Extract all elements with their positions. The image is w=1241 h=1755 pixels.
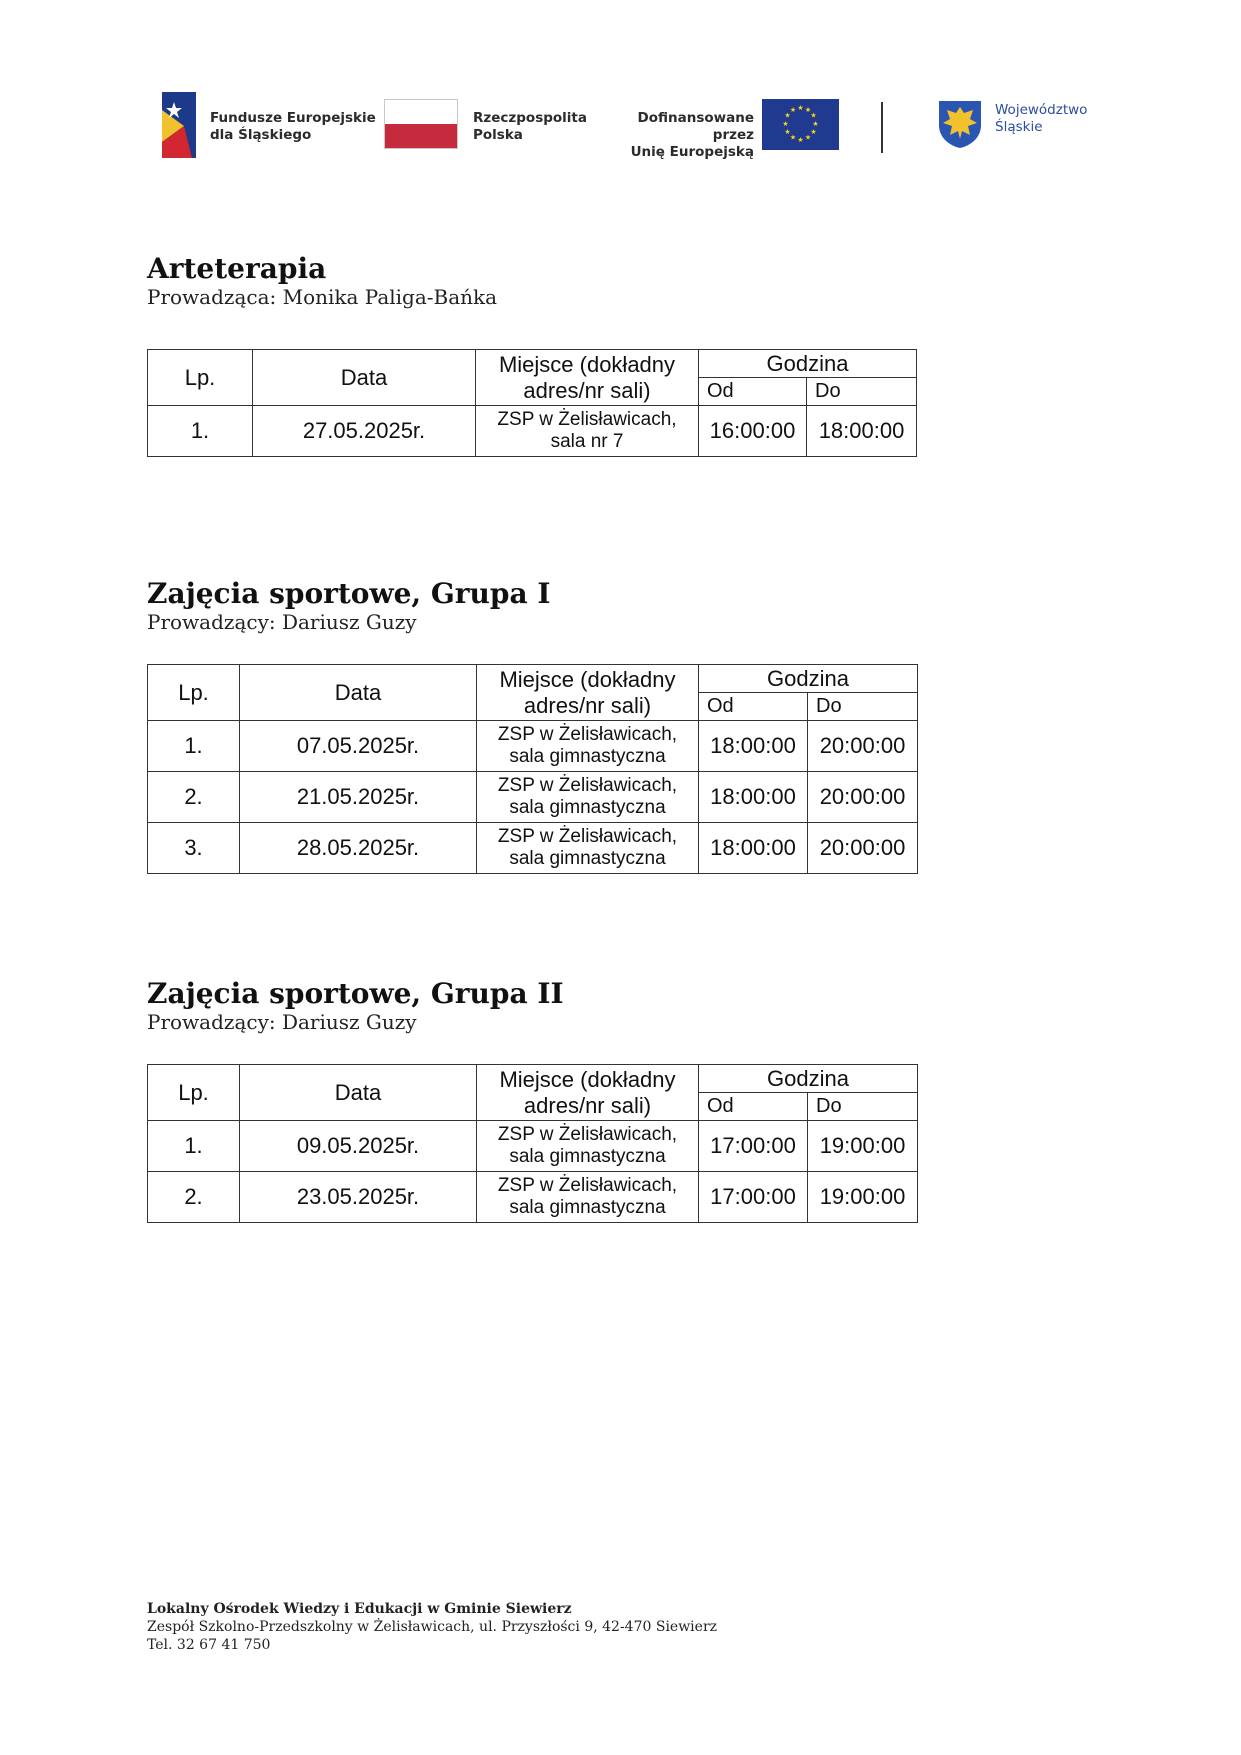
- cell-date: 21.05.2025r.: [240, 772, 477, 823]
- svg-text:★: ★: [782, 120, 789, 128]
- fundusze-europejskie-logo-icon: [162, 92, 196, 158]
- place-line-1: ZSP w Żelisławicach,: [497, 1175, 678, 1196]
- cell-lp: 1.: [148, 406, 253, 457]
- eu-line-1: Dofinansowane przez: [637, 110, 754, 143]
- section-title: Zajęcia sportowe, Grupa I: [147, 577, 551, 610]
- place-line-2: sala gimnastyczna: [509, 746, 666, 767]
- eu-funding-label: [602, 110, 754, 161]
- place-line-1: ZSP w Żelisławicach,: [497, 826, 678, 847]
- section-title: Zajęcia sportowe, Grupa II: [147, 977, 564, 1010]
- eu-line-2: Unię Europejską: [630, 144, 754, 160]
- col-header-od: Od: [699, 1093, 808, 1121]
- table-row: [148, 772, 918, 823]
- cell-od: 17:00:00: [699, 1121, 808, 1172]
- col-header-place: [477, 665, 699, 721]
- cell-do: 20:00:00: [808, 823, 918, 874]
- svg-text:★: ★: [804, 133, 812, 142]
- eu-flag-icon: [762, 99, 839, 150]
- col-header-data: Data: [240, 1065, 477, 1121]
- col-header-od: Od: [699, 378, 807, 406]
- wojewodztwo-label: [995, 102, 1087, 136]
- cell-od: 18:00:00: [699, 721, 808, 772]
- schedule-table-group-1: [147, 664, 918, 874]
- schedule-table-arteterapia: [147, 349, 917, 457]
- table-row: [148, 721, 918, 772]
- place-line-1: ZSP w Żelisławicach,: [497, 775, 678, 796]
- logo-bar: [162, 92, 1088, 160]
- place-header-line-2: adres/nr sali): [523, 692, 652, 718]
- woj-line-2: Śląskie: [995, 119, 1043, 135]
- cell-do: 20:00:00: [808, 721, 918, 772]
- svg-text:★: ★: [784, 111, 791, 120]
- col-header-place: [477, 1065, 699, 1121]
- cell-place: [477, 823, 699, 874]
- svg-text:★: ★: [797, 104, 804, 112]
- place-header-line-1: Miejsce (dokładny: [499, 1066, 676, 1092]
- cell-od: 18:00:00: [699, 772, 808, 823]
- table-row: [148, 1172, 918, 1223]
- place-line-2: sala gimnastyczna: [509, 848, 666, 869]
- col-header-od: Od: [699, 693, 808, 721]
- place-line-2: sala gimnastyczna: [509, 1197, 666, 1218]
- footer-phone: Tel. 32 67 41 750: [147, 1637, 271, 1653]
- place-line-2: sala gimnastyczna: [509, 1146, 666, 1167]
- cell-lp: 1.: [148, 1121, 240, 1172]
- svg-text:★: ★: [789, 133, 797, 142]
- cell-date: 07.05.2025r.: [240, 721, 477, 772]
- cell-lp: 2.: [148, 772, 240, 823]
- col-header-data: Data: [240, 665, 477, 721]
- col-header-do: Do: [808, 693, 918, 721]
- footer-organization: Lokalny Ośrodek Wiedzy i Edukacji w Gminie Siewierz: [147, 1601, 572, 1617]
- cell-place: [477, 1172, 699, 1223]
- place-line-1: ZSP w Żelisławicach,: [497, 724, 678, 745]
- svg-text:★: ★: [812, 120, 819, 128]
- place-header-line-2: adres/nr sali): [523, 377, 651, 403]
- section-title: Arteterapia: [147, 252, 327, 285]
- section-lead: Prowadzący: Dariusz Guzy: [147, 610, 417, 634]
- cell-od: 18:00:00: [699, 823, 808, 874]
- cell-lp: 1.: [148, 721, 240, 772]
- cell-od: 17:00:00: [699, 1172, 808, 1223]
- cell-do: 18:00:00: [807, 406, 917, 457]
- section-lead: Prowadząca: Monika Paliga-Bańka: [147, 285, 498, 309]
- cell-place: [477, 1121, 699, 1172]
- section-sport-group-2: [147, 978, 564, 1034]
- cell-place: [477, 721, 699, 772]
- col-header-do: Do: [808, 1093, 918, 1121]
- col-header-lp: Lp.: [148, 665, 240, 721]
- rzeczpospolita-label: [473, 110, 587, 144]
- cell-lp: 2.: [148, 1172, 240, 1223]
- col-header-data: Data: [253, 350, 476, 406]
- col-header-do: Do: [807, 378, 917, 406]
- section-sport-group-1: [147, 578, 550, 634]
- col-header-godzina: Godzina: [699, 1065, 918, 1093]
- table-row: [148, 1121, 918, 1172]
- svg-text:★: ★: [797, 136, 804, 144]
- svg-text:★: ★: [804, 106, 812, 114]
- section-arteterapia: [147, 253, 497, 309]
- place-header-line-2: adres/nr sali): [523, 1092, 652, 1118]
- table-row: [148, 823, 918, 874]
- cell-place: [476, 406, 699, 457]
- col-header-lp: Lp.: [148, 350, 253, 406]
- footer: [147, 1600, 717, 1654]
- rp-line-2: Polska: [473, 127, 523, 143]
- cell-do: 20:00:00: [808, 772, 918, 823]
- cell-date: 28.05.2025r.: [240, 823, 477, 874]
- table-row: [148, 406, 917, 457]
- logo-divider: [881, 102, 883, 153]
- section-lead: Prowadzący: Dariusz Guzy: [147, 1010, 417, 1034]
- place-line-2: sala nr 7: [550, 431, 624, 452]
- svg-text:★: ★: [810, 111, 817, 120]
- fundusze-europejskie-label: [210, 110, 376, 144]
- cell-place: [477, 772, 699, 823]
- col-header-place: [476, 350, 699, 406]
- silesia-coat-of-arms-icon: [937, 99, 983, 149]
- place-line-2: sala gimnastyczna: [509, 797, 666, 818]
- footer-address: Zespół Szkolno-Przedszkolny w Żelisławicach, ul. Przyszłości 9, 42-470 Siewierz: [147, 1619, 718, 1635]
- cell-date: 09.05.2025r.: [240, 1121, 477, 1172]
- place-header-line-1: Miejsce (dokładny: [498, 351, 676, 377]
- cell-date: 23.05.2025r.: [240, 1172, 477, 1223]
- woj-line-1: Województwo: [995, 102, 1088, 118]
- place-line-1: ZSP w Żelisławicach,: [497, 1124, 678, 1145]
- svg-text:★: ★: [810, 128, 817, 136]
- col-header-lp: Lp.: [148, 1065, 240, 1121]
- fe-line-2: dla Śląskiego: [210, 127, 312, 143]
- cell-do: 19:00:00: [808, 1121, 918, 1172]
- cell-do: 19:00:00: [808, 1172, 918, 1223]
- cell-od: 16:00:00: [699, 406, 807, 457]
- cell-lp: 3.: [148, 823, 240, 874]
- cell-date: 27.05.2025r.: [253, 406, 476, 457]
- poland-flag-icon: [384, 99, 458, 149]
- place-header-line-1: Miejsce (dokładny: [499, 666, 676, 692]
- svg-text:★: ★: [784, 128, 791, 136]
- place-line-1: ZSP w Żelisławicach,: [497, 409, 677, 430]
- col-header-godzina: Godzina: [699, 350, 917, 378]
- svg-text:★: ★: [789, 106, 797, 114]
- rp-line-1: Rzeczpospolita: [473, 110, 587, 126]
- fe-line-1: Fundusze Europejskie: [210, 110, 376, 126]
- schedule-table-group-2: [147, 1064, 918, 1223]
- col-header-godzina: Godzina: [699, 665, 918, 693]
